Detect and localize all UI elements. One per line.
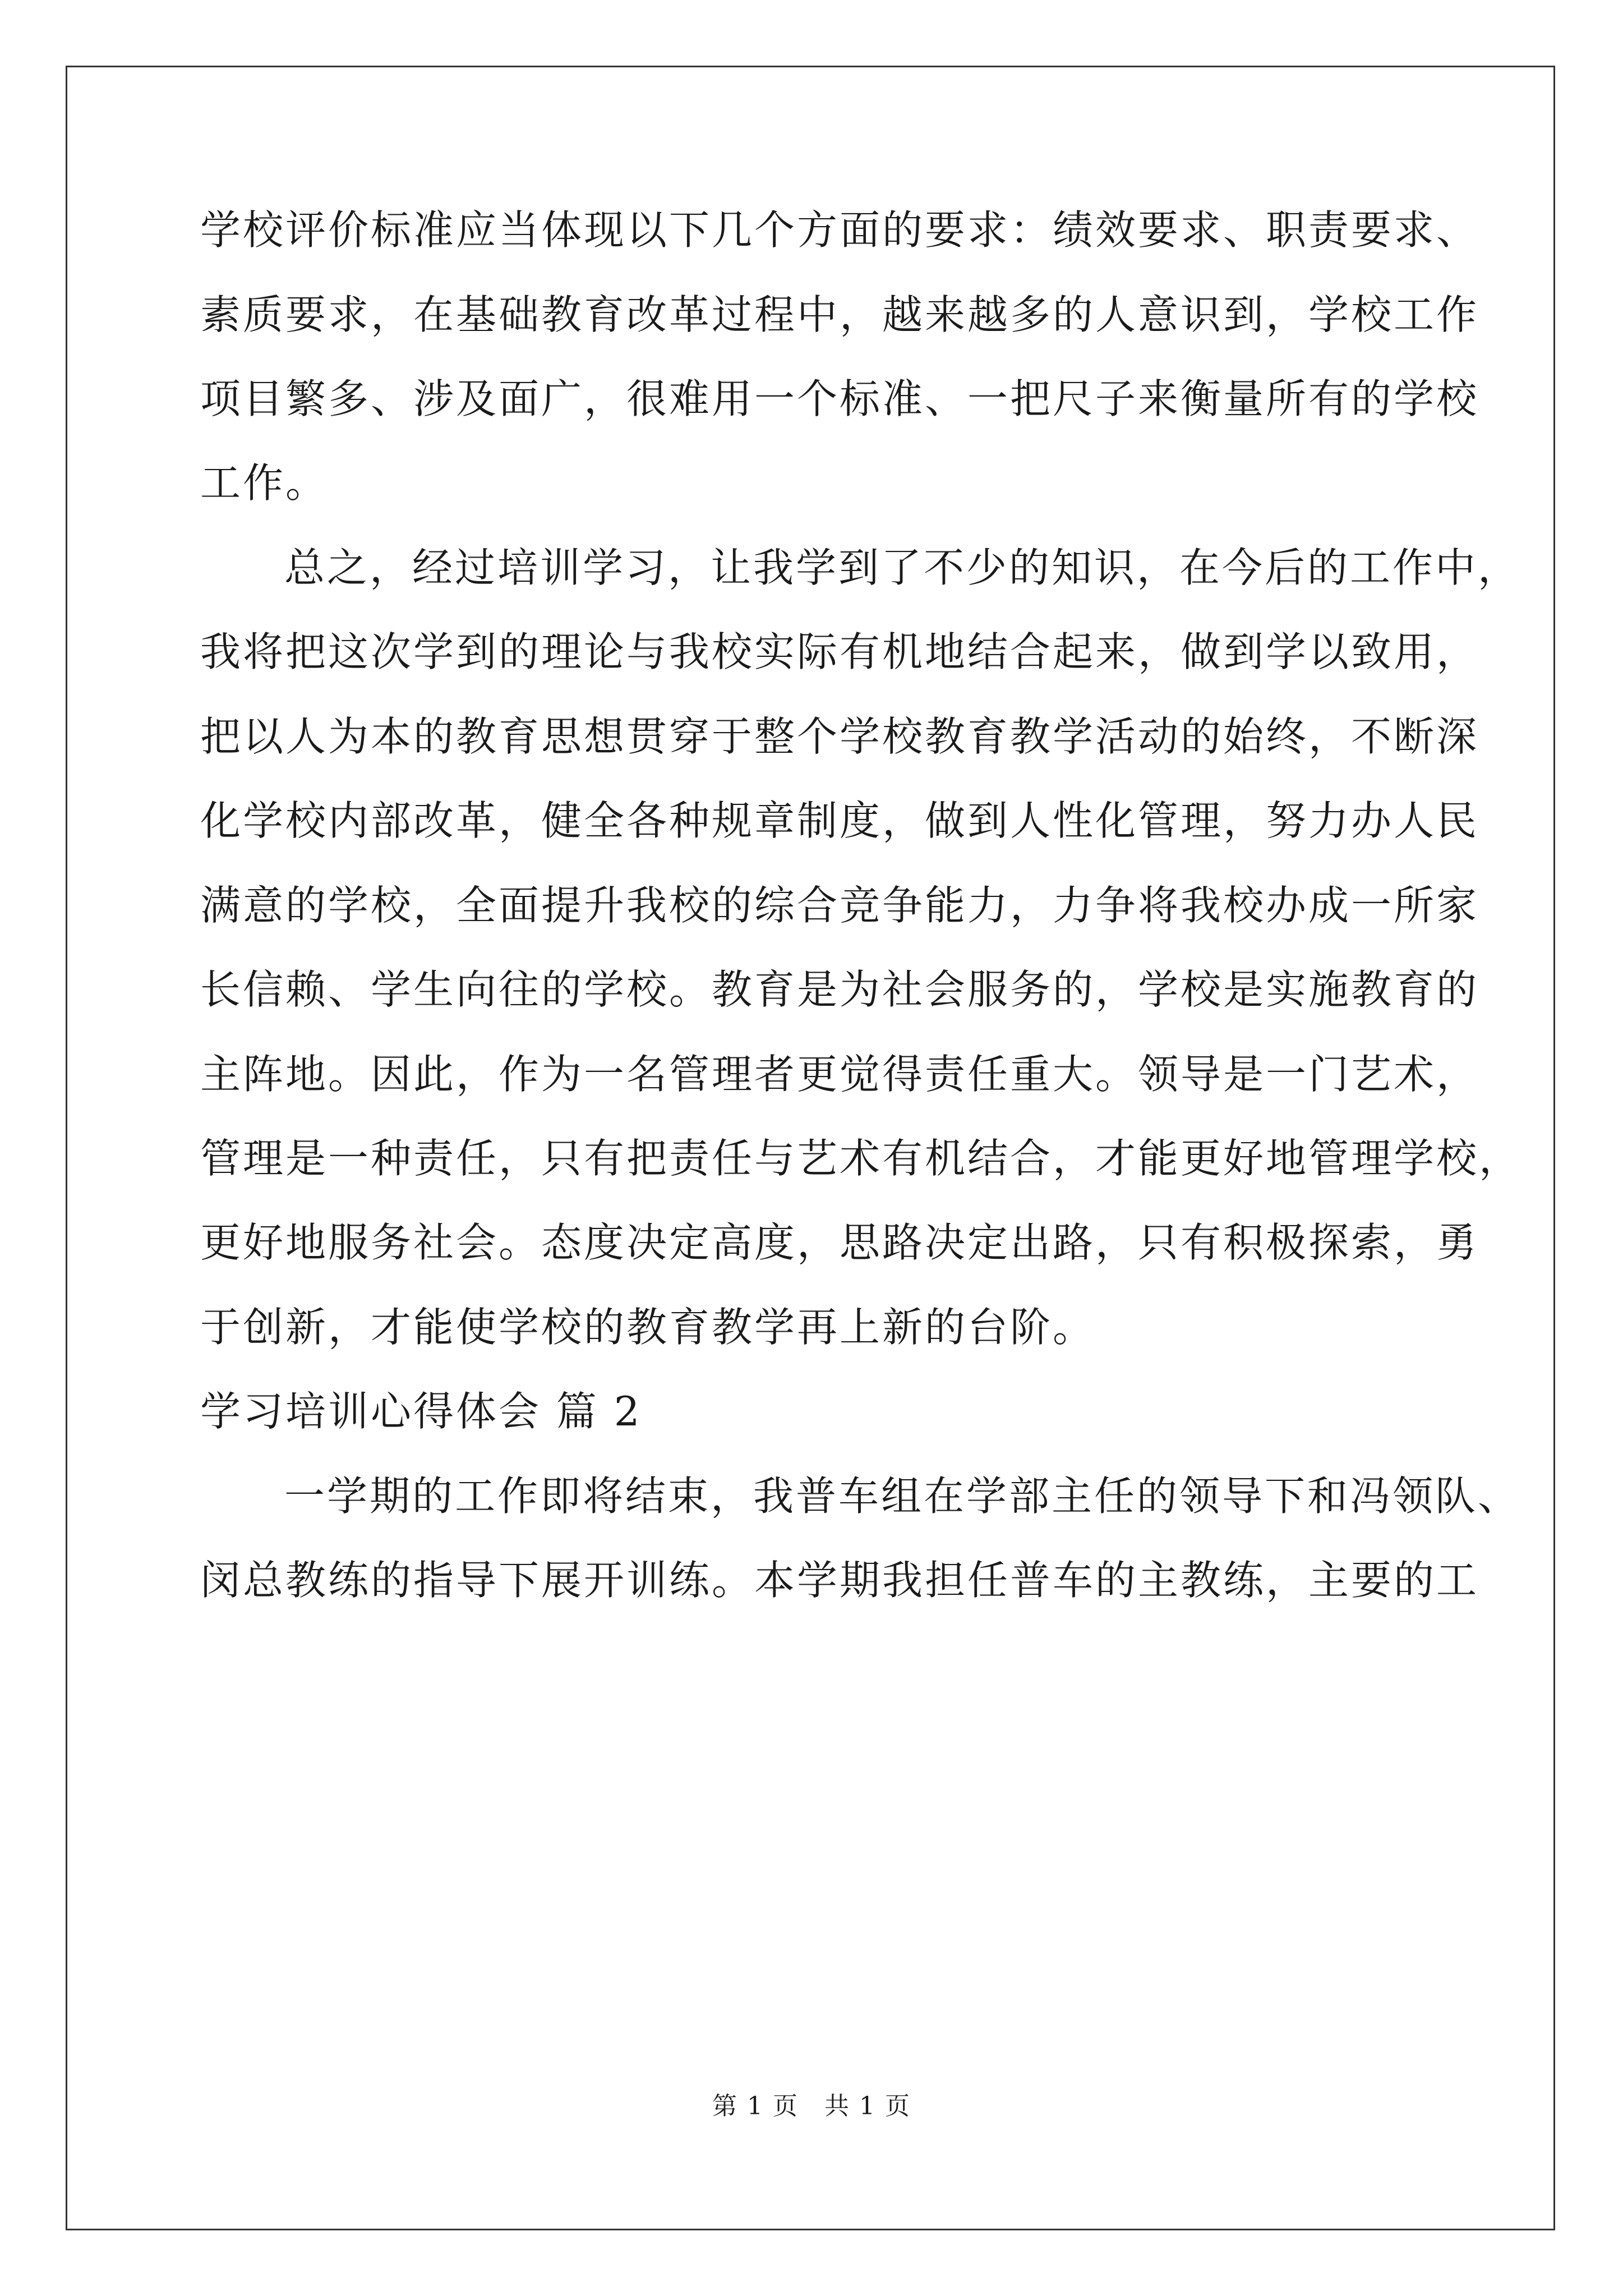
paragraph-first-line: 总之，经过培训学习，让我学到了不少的知识，在今后的工作中， [284,544,1521,591]
text-line: 工作。 [200,459,329,507]
text-line: 于创新，才能使学校的教育教学再上新的台阶。 [200,1304,1096,1351]
text-line: 化学校内部改革，健全各种规章制度，做到人性化管理，努力办人民 [200,797,1479,844]
text-line: 我将把这次学到的理论与我校实际有机地结合起来，做到学以致用， [200,628,1479,675]
text-line: 项目繁多、涉及面广，很难用一个标准、一把尺子来衡量所有的学校 [200,375,1479,422]
section-heading: 学习培训心得体会 篇 2 [200,1388,642,1435]
text-line: 把以人为本的教育思想贯穿于整个学校教育教学活动的始终，不断深 [200,713,1479,760]
paragraph-first-line: 一学期的工作即将结束，我普车组在学部主任的领导下和冯领队、 [284,1473,1521,1520]
text-line: 闵总教练的指导下展开训练。本学期我担任普车的主教练，主要的工 [200,1557,1479,1604]
text-line: 素质要求，在基础教育改革过程中，越来越多的人意识到，学校工作 [200,291,1479,338]
text-line: 主阵地。因此，作为一名管理者更觉得责任重大。领导是一门艺术， [200,1051,1479,1098]
text-line: 更好地服务社会。态度决定高度，思路决定出路，只有积极探索，勇 [200,1219,1479,1266]
text-line: 学校评价标准应当体现以下几个方面的要求：绩效要求、职责要求、 [200,206,1479,254]
page-number-footer: 第 1 页 共 1 页 [712,2092,911,2120]
text-line: 管理是一种责任，只有把责任与艺术有机结合，才能更好地管理学校， [200,1135,1522,1182]
text-line: 满意的学校，全面提升我校的综合竞争能力，力争将我校办成一所家 [200,882,1479,929]
text-line: 长信赖、学生向往的学校。教育是为社会服务的，学校是实施教育的 [200,966,1479,1013]
